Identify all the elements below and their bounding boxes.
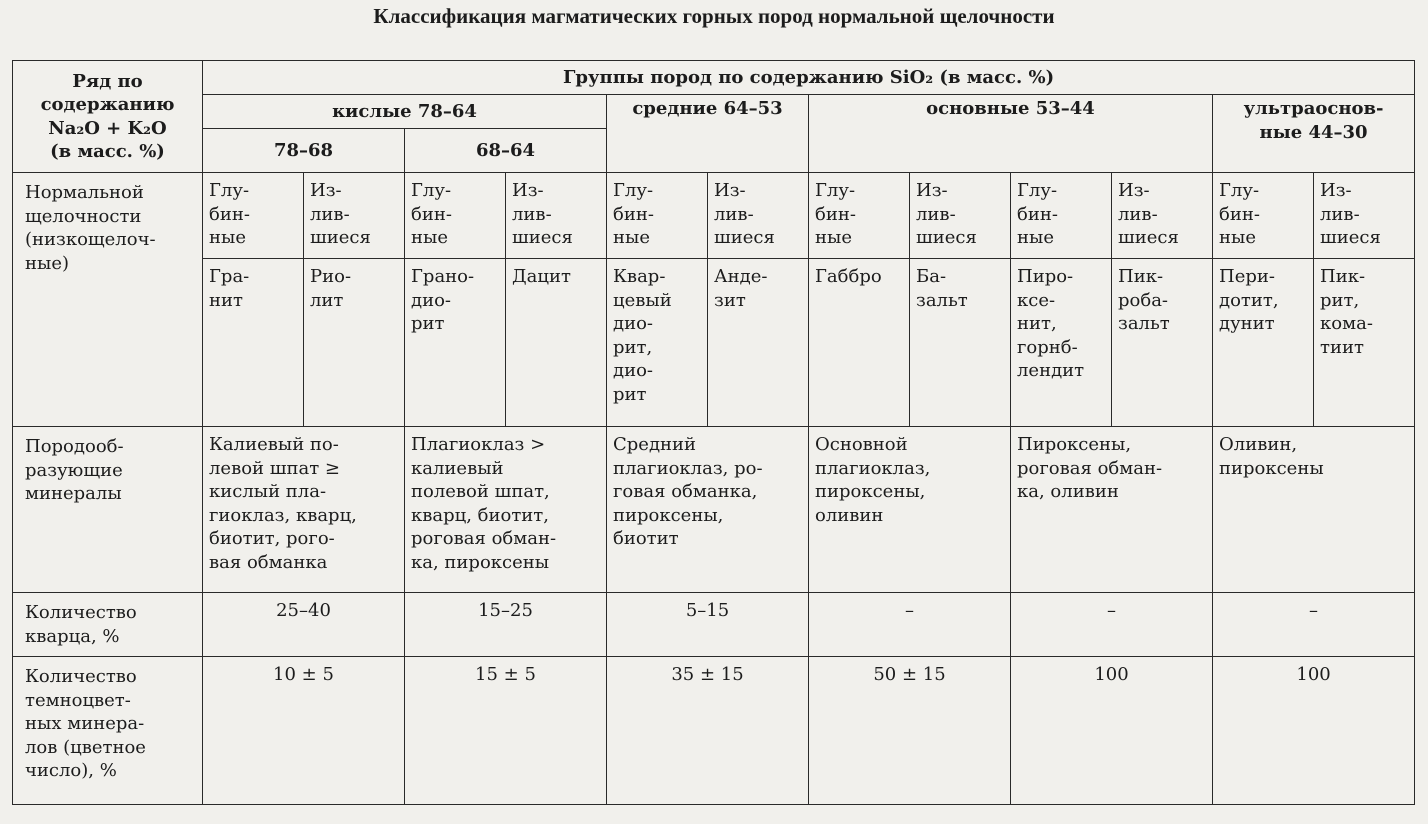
- dark-minerals-value: 100: [1213, 657, 1415, 805]
- dark-minerals-value: 50 ± 15: [809, 657, 1011, 805]
- cell-line: лив-: [1320, 203, 1360, 225]
- rock-name: [506, 259, 607, 427]
- cell-line: лив-: [310, 203, 350, 225]
- quartz-value: –: [809, 593, 1011, 657]
- cell-line: Калиевый по-: [209, 434, 339, 455]
- group-ultrabasic: [1213, 95, 1415, 173]
- cell-line: бин-: [1017, 203, 1058, 225]
- row-label-line: Na₂O + K₂O: [48, 117, 167, 139]
- cell-line: Пиро-: [1017, 266, 1074, 287]
- row-label-dark-minerals: [13, 657, 203, 805]
- cell-line: гиоклаз, кварц,: [209, 504, 357, 526]
- quartz-value: –: [1213, 593, 1415, 657]
- cell-line: Глу-: [209, 180, 250, 201]
- cell-line: Из-: [714, 180, 746, 201]
- rock-name: [708, 259, 809, 427]
- cell-line: Основной: [815, 434, 908, 455]
- rock-name: [1314, 259, 1415, 427]
- cell-line: ные: [1219, 227, 1256, 248]
- cell-line: Из-: [512, 180, 544, 201]
- cell-line: калиевый: [411, 457, 504, 479]
- cell-line: ные: [411, 227, 448, 248]
- cell-line: рит,: [1320, 289, 1360, 311]
- cell-line: нит,: [1017, 313, 1057, 334]
- cell-line: Глу-: [1219, 180, 1260, 201]
- cell-line: роба-: [1118, 289, 1169, 311]
- page-title: Классификация магматических горных пород нормальной щелочности: [373, 4, 1055, 28]
- cell-line: ксе-: [1017, 289, 1056, 311]
- quartz-value: 5–15: [607, 593, 809, 657]
- cell-line: пироксены,: [613, 504, 724, 526]
- minerals-cell: [405, 427, 607, 593]
- cell-line: Анде-: [714, 266, 768, 287]
- groups-title: Группы пород по содержанию SiO₂ (в масс. %): [203, 61, 1415, 95]
- label-line: Нормальной: [25, 182, 144, 203]
- cell-line: тиит: [1320, 336, 1364, 358]
- cell-line: плагиоклаз,: [815, 457, 931, 479]
- cell-line: лив-: [1118, 203, 1158, 225]
- cell-line: рит: [411, 313, 445, 334]
- plutonic-label: [405, 173, 506, 259]
- cell-line: рит,: [613, 336, 653, 358]
- cell-line: бин-: [1219, 203, 1260, 225]
- cell-line: зальт: [916, 289, 968, 311]
- classification-table: [12, 60, 1415, 805]
- cell-line: шиеся: [916, 227, 977, 248]
- cell-line: лендит: [1017, 360, 1085, 381]
- cell-line: Грано-: [411, 266, 475, 287]
- row-label-normal: [13, 173, 203, 427]
- cell-line: ка, пироксены: [411, 551, 550, 573]
- cell-line: дио-: [613, 313, 653, 334]
- rock-name: [1112, 259, 1213, 427]
- rock-name: [809, 259, 910, 427]
- cell-line: бин-: [209, 203, 250, 225]
- cell-line: кислый пла-: [209, 481, 327, 502]
- cell-line: дунит: [1219, 313, 1275, 334]
- cell-line: кома-: [1320, 313, 1373, 334]
- group-ultrabasic-line: ные 44–30: [1259, 121, 1368, 143]
- label-line: ные): [25, 252, 69, 274]
- cell-line: шиеся: [512, 227, 573, 248]
- cell-line: шиеся: [1118, 227, 1179, 248]
- volcanic-label: [1314, 173, 1415, 259]
- dark-minerals-value: 100: [1011, 657, 1213, 805]
- cell-line: нит: [209, 289, 243, 311]
- cell-line: пироксены: [1219, 457, 1324, 479]
- cell-line: шиеся: [310, 227, 371, 248]
- cell-line: горнб-: [1017, 336, 1078, 358]
- cell-line: Пери-: [1219, 266, 1275, 287]
- group-ultrabasic-line: ультраоснов-: [1243, 98, 1384, 119]
- label-line: разующие: [25, 459, 123, 481]
- cell-line: ные: [815, 227, 852, 248]
- cell-line: Дацит: [512, 266, 571, 287]
- cell-line: лив-: [512, 203, 552, 225]
- label-line: ных минера-: [25, 713, 145, 734]
- acid-subgroup-2: 68–64: [405, 129, 607, 173]
- cell-line: биотит: [613, 528, 679, 549]
- cell-line: Плагиоклаз >: [411, 434, 546, 455]
- cell-line: шиеся: [714, 227, 775, 248]
- cell-line: плагиоклаз, ро-: [613, 457, 763, 479]
- label-line: кварца, %: [25, 625, 120, 647]
- cell-line: биотит, рого-: [209, 528, 335, 549]
- cell-line: Глу-: [411, 180, 452, 201]
- group-intermediate: средние 64–53: [607, 95, 809, 173]
- rock-name: [1011, 259, 1112, 427]
- plutonic-label: [607, 173, 708, 259]
- label-line: щелочности: [25, 205, 142, 227]
- rock-name: [910, 259, 1011, 427]
- cell-line: дио-: [411, 289, 451, 311]
- minerals-cell: [809, 427, 1011, 593]
- quartz-value: 25–40: [203, 593, 405, 657]
- cell-line: Пик-: [1118, 266, 1164, 287]
- cell-line: Глу-: [613, 180, 654, 201]
- cell-line: рит: [613, 383, 647, 405]
- plutonic-label: [1011, 173, 1112, 259]
- row-label-line: Ряд по: [72, 70, 143, 92]
- minerals-cell: [203, 427, 405, 593]
- cell-line: бин-: [411, 203, 452, 225]
- cell-line: Из-: [916, 180, 948, 201]
- cell-line: зальт: [1118, 313, 1170, 334]
- rock-name: [405, 259, 506, 427]
- volcanic-label: [708, 173, 809, 259]
- cell-line: левой шпат ≥: [209, 457, 341, 479]
- cell-line: роговая обман-: [411, 528, 557, 549]
- cell-line: Пироксены,: [1017, 434, 1132, 455]
- volcanic-label: [910, 173, 1011, 259]
- cell-line: Средний: [613, 434, 697, 455]
- quartz-value: 15–25: [405, 593, 607, 657]
- cell-line: Из-: [1320, 180, 1352, 201]
- cell-line: цевый: [613, 289, 672, 311]
- cell-line: Рио-: [310, 266, 352, 287]
- dark-minerals-value: 15 ± 5: [405, 657, 607, 805]
- cell-line: Габбро: [815, 266, 882, 287]
- dark-minerals-value: 35 ± 15: [607, 657, 809, 805]
- cell-line: оливин: [815, 504, 884, 526]
- cell-line: шиеся: [1320, 227, 1381, 248]
- group-basic: основные 53–44: [809, 95, 1213, 173]
- cell-line: Ба-: [916, 266, 947, 287]
- cell-line: лив-: [714, 203, 754, 225]
- cell-line: дотит,: [1219, 289, 1279, 311]
- minerals-cell: [1011, 427, 1213, 593]
- cell-line: зит: [714, 289, 746, 311]
- cell-line: бин-: [815, 203, 856, 225]
- cell-line: Квар-: [613, 266, 666, 287]
- cell-line: Глу-: [1017, 180, 1058, 201]
- label-line: темноцвет-: [25, 689, 131, 711]
- plutonic-label: [1213, 173, 1314, 259]
- rock-name: [203, 259, 304, 427]
- cell-line: ные: [209, 227, 246, 248]
- cell-line: бин-: [613, 203, 654, 225]
- volcanic-label: [304, 173, 405, 259]
- cell-line: говая обманка,: [613, 481, 758, 502]
- cell-line: лит: [310, 289, 344, 311]
- row-label-quartz: [13, 593, 203, 657]
- cell-line: вая обманка: [209, 551, 328, 573]
- cell-line: пироксены,: [815, 481, 926, 502]
- cell-line: ка, оливин: [1017, 481, 1119, 502]
- row-label-line: содержанию: [40, 94, 175, 115]
- cell-line: Оливин,: [1219, 434, 1298, 455]
- rock-name: [1213, 259, 1314, 427]
- label-line: число), %: [25, 760, 117, 781]
- cell-line: ные: [1017, 227, 1054, 248]
- minerals-cell: [1213, 427, 1415, 593]
- cell-line: Из-: [310, 180, 342, 201]
- cell-line: Пик-: [1320, 266, 1366, 287]
- cell-line: Из-: [1118, 180, 1150, 201]
- rock-name: [304, 259, 405, 427]
- cell-line: лив-: [916, 203, 956, 225]
- row-label-header: [13, 61, 203, 173]
- cell-line: Глу-: [815, 180, 856, 201]
- quartz-value: –: [1011, 593, 1213, 657]
- volcanic-label: [506, 173, 607, 259]
- minerals-cell: [607, 427, 809, 593]
- label-line: (низкощелоч-: [25, 229, 156, 250]
- label-line: Количество: [25, 602, 137, 623]
- label-line: Породооб-: [25, 436, 124, 457]
- cell-line: ные: [613, 227, 650, 248]
- acid-subgroup-1: 78–68: [203, 129, 405, 173]
- cell-line: дио-: [613, 360, 653, 381]
- plutonic-label: [809, 173, 910, 259]
- row-label-line: (в масс. %): [50, 141, 165, 162]
- dark-minerals-value: 10 ± 5: [203, 657, 405, 805]
- label-line: Количество: [25, 666, 137, 687]
- cell-line: полевой шпат,: [411, 481, 550, 502]
- label-line: лов (цветное: [25, 736, 146, 758]
- volcanic-label: [1112, 173, 1213, 259]
- cell-line: роговая обман-: [1017, 457, 1163, 479]
- plutonic-label: [203, 173, 304, 259]
- label-line: минералы: [25, 483, 122, 504]
- rock-name: [607, 259, 708, 427]
- cell-line: Гра-: [209, 266, 250, 287]
- group-acid: кислые 78–64: [203, 95, 607, 129]
- cell-line: кварц, биотит,: [411, 504, 549, 526]
- row-label-minerals: [13, 427, 203, 593]
